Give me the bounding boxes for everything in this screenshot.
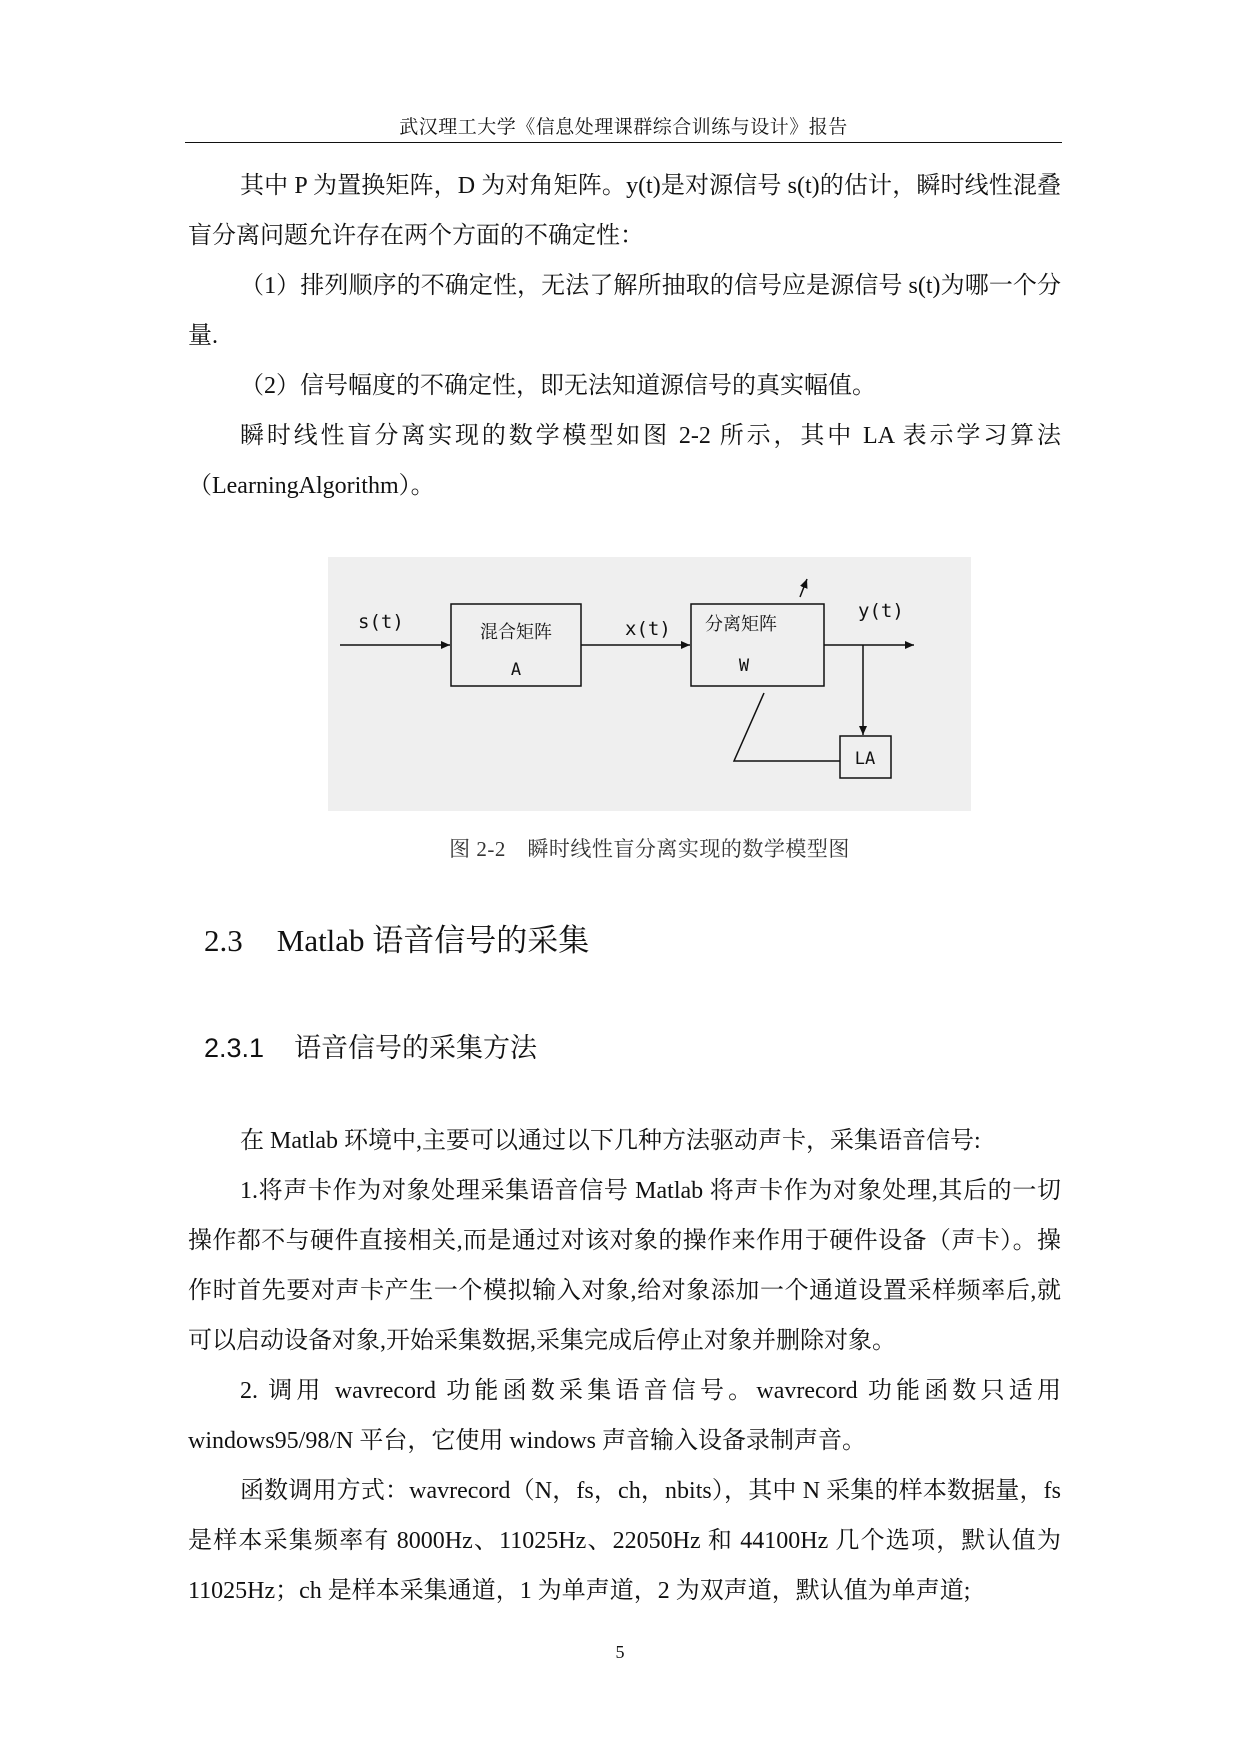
paragraph-model-intro: 瞬时线性盲分离实现的数学模型如图 2-2 所示，其中 LA 表示学习算法（LearningAlgorithm）。 [188,423,1061,499]
page-header: 武汉理工大学《信息处理课群综合训练与设计》报告 [399,117,848,138]
paragraph-amplitude: （2）信号幅度的不确定性，即无法知道源信号的真实幅值。 [240,373,876,399]
paragraph-method-1: 1.将声卡作为对象处理采集语音信号 Matlab 将声卡作为对象处理,其后的一切操作都不与硬件直接相关,而是通过对该对象的操作来作用于硬件设备（声卡）。操作时首先要对声卡产生一个模拟输入对象,给对象添加一个通道设置采样频率后,就可以启动设备对象,开始采集数据,采集完成后停止对象并删除对象。 [188,1178,1061,1354]
subsection-heading [204,1026,537,1065]
signal-y-label: y(t) [858,600,904,622]
paragraph-methods-intro: 在 Matlab 环境中,主要可以通过以下几种方法驱动声卡，采集语音信号: [240,1128,981,1154]
section-title: Matlab 语音信号的采集 [276,923,590,958]
signal-x-label: x(t) [625,618,671,640]
section-heading [204,915,589,960]
feedback-path [734,693,840,761]
paragraph-method-2: 2. 调用 wavrecord 功能函数采集语音信号。wavrecord 功能函数只适用 windows95/98/N 平台，它使用 windows 声音输入设备录制声音。 [188,1378,1061,1454]
paragraph-ambiguity-intro: 其中 P 为置换矩阵，D 为对角矩阵。y(t)是对源信号 s(t)的估计，瞬时线性混叠盲分离问题允许存在两个方面的不确定性： [188,173,1061,249]
mixing-matrix-title: 混合矩阵 [480,622,552,643]
paragraph-function-usage: 函数调用方式：wavrecord（N，fs，ch，nbits），其中 N 采集的样本数据量，fs 是样本采集频率有 8000Hz、11025Hz、22050Hz 和 44100Hz 几个选项，默认值为 11025Hz；ch 是样本采集通道，1 为单声道，2 为双声道，默认值为单声道; [188,1478,1061,1604]
mixing-matrix-symbol: A [510,660,522,680]
section-number: 2.3 [204,923,243,958]
signal-s-label: s(t) [358,611,404,633]
page-number: 5 [615,1642,625,1662]
paragraph-permutation: （1）排列顺序的不确定性，无法了解所抽取的信号应是源信号 s(t)为哪一个分量. [188,273,1061,349]
subsection-title: 语音信号的采集方法 [294,1033,538,1063]
adaptation-arrow [800,579,807,597]
learning-algorithm-label: LA [854,749,876,769]
bss-diagram [328,557,971,811]
separation-matrix-title: 分离矩阵 [705,614,777,635]
bss-model-figure [328,557,971,811]
header-rule [185,142,1062,143]
separation-matrix-symbol: W [738,656,750,676]
subsection-number: 2.3.1 [204,1033,265,1063]
figure-caption: 图 2-2 瞬时线性盲分离实现的数学模型图 [449,837,850,861]
